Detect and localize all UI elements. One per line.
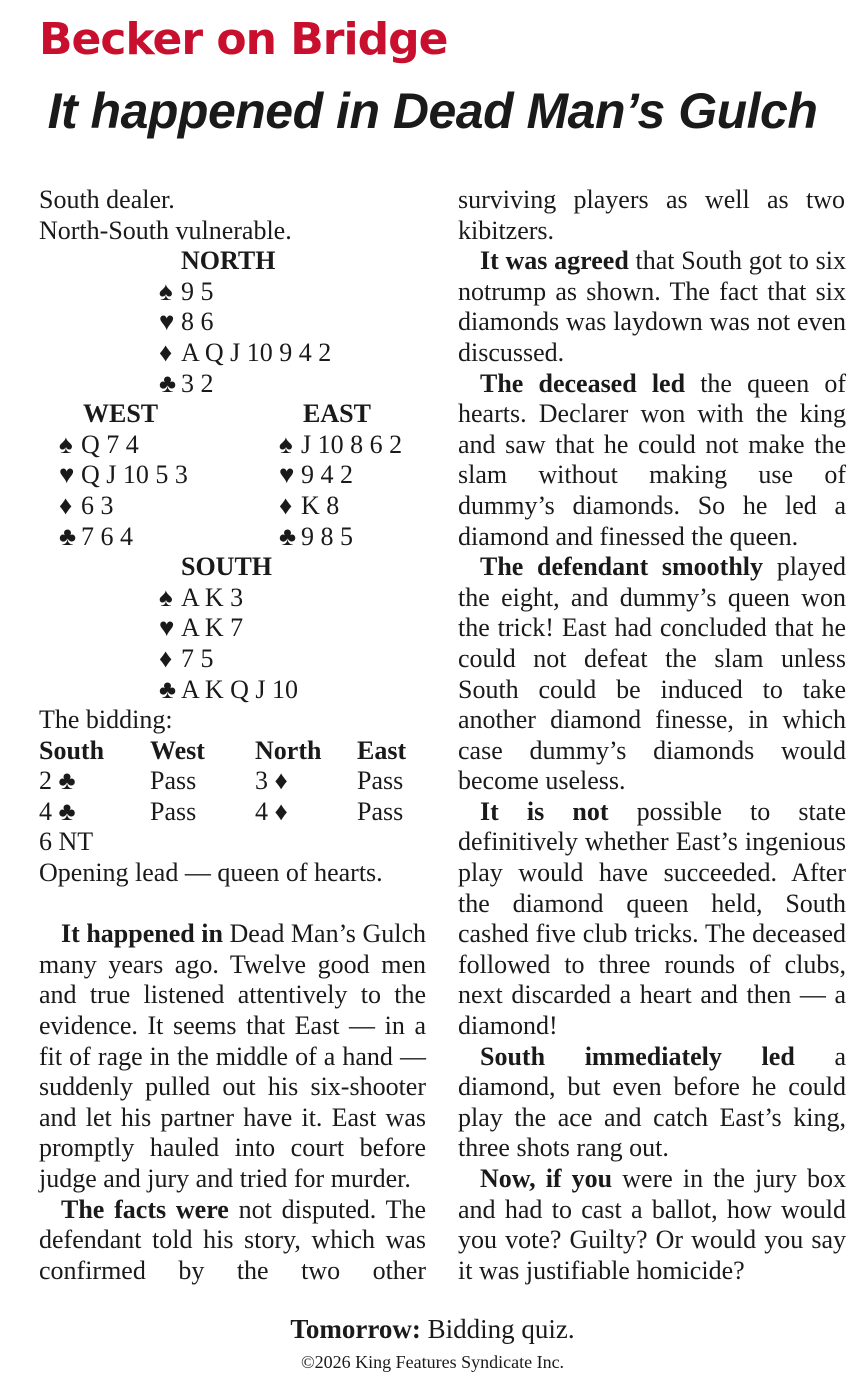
dealer-line: South dealer. — [39, 185, 175, 214]
bid-cell: Pass — [357, 796, 404, 826]
story-paragraph — [39, 919, 426, 1194]
paragraph-text: that South got to six notrump as shown. The fact that six diamonds was laydown was not even discussed. — [458, 246, 846, 367]
west-spades-cards: Q 7 4 — [81, 429, 139, 459]
west-east-diamonds — [39, 491, 426, 522]
spacer — [39, 889, 426, 920]
diamond-icon: ♦ — [59, 490, 73, 520]
north-spades-cards: 9 5 — [181, 276, 214, 306]
bid-cell: Pass — [150, 796, 197, 826]
paragraph-text: surviving players as well as two kibitzers. — [458, 185, 845, 245]
bid-cell: 4 ♣ — [39, 796, 76, 826]
south-clubs — [39, 675, 426, 706]
tomorrow-line — [0, 1313, 865, 1345]
paragraph-text: possible to state definitively whether East’s ingenious play would have succeeded. After the diamond queen held, South cashed five club tricks. The deceased followed to three rounds of clubs, next discarded a heart and then — a diamond! — [458, 796, 846, 1041]
paragraph-lead: It is not — [480, 796, 609, 826]
paragraph-lead: It was agreed — [480, 246, 629, 276]
bidding-row — [39, 797, 426, 828]
bidding-title: The bidding: — [39, 705, 173, 735]
story-paragraph — [458, 1042, 846, 1164]
bidding-header — [39, 736, 426, 767]
tomorrow-text: Bidding quiz. — [420, 1314, 575, 1344]
paragraph-text: Dead Man’s Gulch many years ago. Twelve good men and true listened attentively to the evidence. It seems that East — in a fit of rage in the middle of a hand — suddenly pulled out his six-shooter and let his partner have it. East was promptly hauled into court before judge and jury and tried for murder. — [39, 919, 426, 1193]
south-spades — [39, 583, 426, 614]
bidding-row — [39, 827, 426, 858]
east-diamonds-cards: K 8 — [301, 490, 340, 520]
headline: It happened in Dead Man’s Gulch — [47, 83, 818, 139]
bid-cell: 4 ♦ — [255, 796, 288, 826]
west-east-clubs — [39, 522, 426, 553]
west-east-label-row — [39, 399, 426, 430]
south-diamonds-cards: 7 5 — [181, 643, 214, 673]
left-column — [39, 185, 426, 1286]
diamond-icon: ♦ — [279, 490, 293, 520]
paragraph-lead: The defendant smoothly — [480, 552, 764, 582]
tomorrow-label: Tomorrow: — [290, 1314, 421, 1344]
east-clubs-cards: 9 8 5 — [301, 521, 353, 551]
club-icon: ♣ — [159, 368, 177, 398]
north-spades — [39, 277, 426, 308]
paragraph-text: not disputed. The defendant told his story, which was confirmed by the two other — [39, 1194, 426, 1285]
east-spades-cards: J 10 8 6 2 — [301, 429, 403, 459]
west-label: WEST — [83, 399, 159, 429]
bid-cell: 2 ♣ — [39, 766, 76, 796]
paragraph-text: a diamond, but even before he could play the ace and catch East’s king, three shots rang out. — [458, 1041, 846, 1163]
south-hearts-cards: A K 7 — [181, 613, 244, 643]
paragraph-lead: The deceased led — [480, 368, 686, 398]
bidding-header-east: East — [357, 735, 407, 765]
spade-icon: ♠ — [279, 429, 293, 459]
west-hearts-cards: Q J 10 5 3 — [81, 460, 188, 490]
right-column — [458, 185, 846, 1286]
copyright: ©2026 King Features Syndicate Inc. — [300, 1352, 565, 1372]
north-clubs-cards: 3 2 — [181, 368, 214, 398]
south-hearts — [39, 613, 426, 644]
south-clubs-cards: A K Q J 10 — [181, 674, 299, 704]
bidding-header-north: North — [255, 735, 322, 765]
north-label-row — [39, 246, 426, 277]
west-clubs-cards: 7 6 4 — [81, 521, 133, 551]
bid-cell: Pass — [150, 766, 197, 796]
bid-cell: 6 NT — [39, 827, 94, 857]
bidding-row — [39, 766, 426, 797]
heart-icon: ♥ — [159, 307, 175, 337]
north-hearts — [39, 307, 426, 338]
opening-lead: Opening lead — queen of hearts. — [39, 858, 383, 888]
south-spades-cards: A K 3 — [181, 582, 244, 612]
paragraph-text: were in the jury box and had to cast a ballot, how would you vote? Guilty? Or would you say it was justifiable homicide? — [458, 1164, 846, 1285]
south-diamonds — [39, 644, 426, 675]
south-label: SOUTH — [181, 552, 273, 582]
west-east-hearts — [39, 460, 426, 491]
heart-icon: ♥ — [279, 460, 295, 490]
south-label-row — [39, 552, 426, 583]
paragraph-lead: The facts were — [61, 1194, 229, 1224]
north-hearts-cards: 8 6 — [181, 307, 214, 337]
bidding-header-south: South — [39, 735, 105, 765]
story-paragraph — [39, 1195, 426, 1287]
story-paragraph — [458, 1164, 846, 1286]
club-icon: ♣ — [159, 674, 177, 704]
spade-icon: ♠ — [159, 276, 173, 306]
story-paragraph — [458, 369, 846, 553]
north-diamonds-cards: A Q J 10 9 4 2 — [181, 337, 332, 367]
east-label: EAST — [303, 399, 371, 429]
club-icon: ♣ — [279, 521, 297, 551]
west-diamonds-cards: 6 3 — [81, 490, 114, 520]
north-clubs — [39, 369, 426, 400]
paragraph-lead: South immediately led — [480, 1041, 795, 1071]
club-icon: ♣ — [59, 521, 77, 551]
spade-icon: ♠ — [59, 429, 73, 459]
masthead: Becker on Bridge — [39, 14, 448, 65]
west-east-spades — [39, 430, 426, 461]
north-diamonds — [39, 338, 426, 369]
story-paragraph — [458, 797, 846, 1042]
north-label: NORTH — [181, 246, 276, 276]
paragraph-text: played the eight, and dummy’s queen won the trick! East had concluded that he could not defeat the slam unless South could be induced to take another diamond finesse, in which case dummy’s diamonds would become useless. — [458, 552, 846, 796]
paragraph-text: the queen of hearts. Declarer won with the king and saw that he could not make the slam without making use of dummy’s diamonds. So he led a diamond and finessed the queen. — [458, 368, 846, 551]
diamond-icon: ♦ — [159, 337, 173, 367]
vulnerability-line: North-South vulnerable. — [39, 215, 292, 245]
heart-icon: ♥ — [159, 613, 175, 643]
bid-cell: Pass — [357, 766, 404, 796]
east-hearts-cards: 9 4 2 — [301, 460, 353, 490]
heart-icon: ♥ — [59, 460, 75, 490]
story-paragraph — [458, 246, 846, 368]
story-paragraph-continued — [458, 185, 846, 246]
spade-icon: ♠ — [159, 582, 173, 612]
bidding-header-west: West — [150, 735, 205, 765]
diamond-icon: ♦ — [159, 643, 173, 673]
bid-cell: 3 ♦ — [255, 766, 288, 796]
paragraph-lead: It happened in — [61, 919, 223, 949]
paragraph-lead: Now, if you — [480, 1164, 613, 1193]
story-paragraph — [458, 552, 846, 797]
